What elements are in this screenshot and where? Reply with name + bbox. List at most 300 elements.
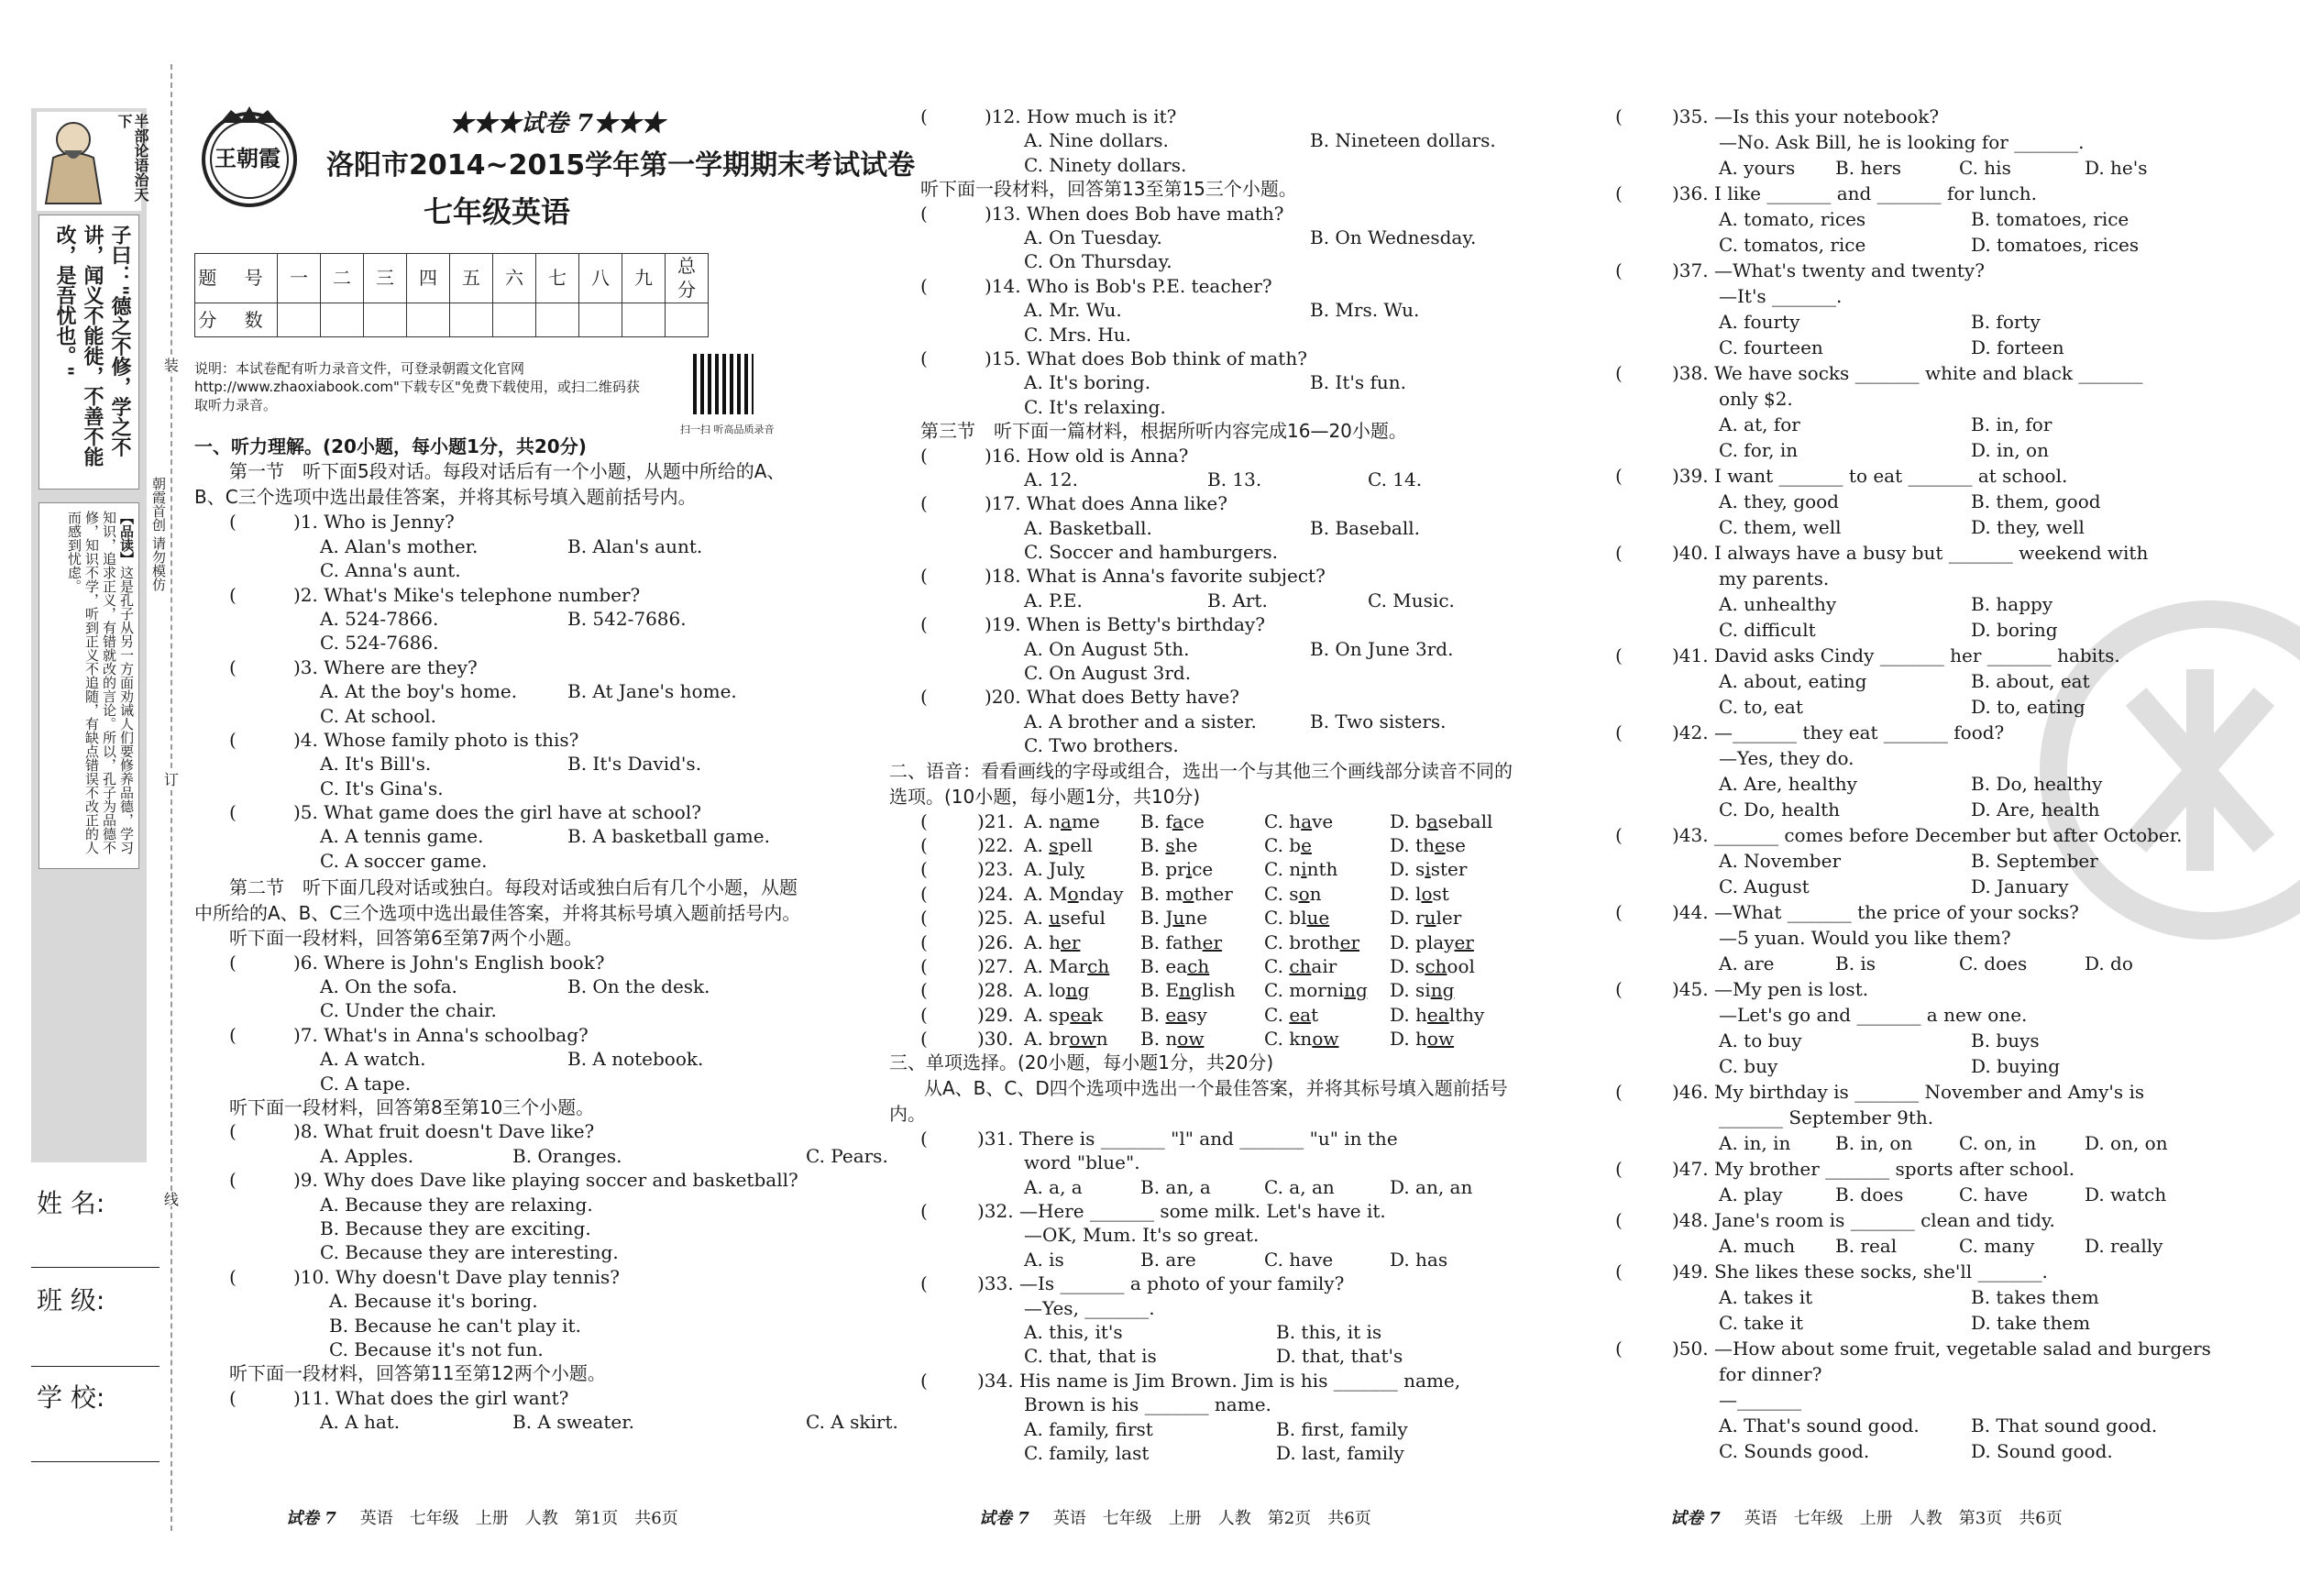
option-a[interactable] <box>1024 930 1080 954</box>
option-a[interactable]: A. P.E. <box>1024 589 1083 611</box>
qr-code[interactable] <box>693 354 754 414</box>
option-suffix: ce <box>1183 809 1205 832</box>
question-continuation <box>1615 130 2202 156</box>
option-a[interactable]: A. On the sofa. <box>320 975 457 998</box>
option-c[interactable]: C. Because they are interesting. <box>320 1241 619 1264</box>
option-b[interactable]: B. September <box>1971 850 2098 872</box>
answer-blank[interactable]: ( <box>920 833 928 856</box>
option-d[interactable]: D. buying <box>1971 1055 2061 1077</box>
option-prefix: B. ea <box>1140 954 1188 977</box>
option-b[interactable]: B. about, eat <box>1971 670 2090 692</box>
answer-blank[interactable]: ( <box>920 613 928 636</box>
option-prefix: B. f <box>1140 809 1172 832</box>
answer-blank[interactable]: ( <box>1615 105 1623 127</box>
option-d[interactable]: D. has <box>1390 1248 1448 1271</box>
option-prefix: B. <box>1140 1003 1166 1026</box>
option-c[interactable]: C. have <box>1264 1248 1334 1271</box>
answer-blank[interactable]: ( <box>1615 1337 1623 1359</box>
option-b[interactable]: B. A notebook. <box>567 1048 704 1071</box>
option-b[interactable]: B. tomatoes, rice <box>1971 208 2129 230</box>
option-c[interactable]: C. A soccer game. <box>320 849 488 872</box>
option-c[interactable]: C. It's relaxing. <box>1024 395 1166 418</box>
answer-blank[interactable]: ( <box>920 1127 928 1150</box>
option-b[interactable]: B. in, on <box>1835 1132 1913 1154</box>
option-d[interactable]: D. boring <box>1971 619 2058 641</box>
option-b[interactable] <box>1140 930 1222 954</box>
option-d[interactable]: D. watch <box>2085 1183 2167 1205</box>
options-row <box>194 607 809 631</box>
question-row <box>920 202 1507 226</box>
option-a[interactable]: A. to buy <box>1719 1029 1802 1051</box>
option-d[interactable]: D. on, on <box>2085 1132 2168 1154</box>
option-a[interactable] <box>1024 882 1124 906</box>
underlined-letters: ue <box>1306 907 1330 930</box>
option-a[interactable]: A. about, eating <box>1719 670 1867 692</box>
option-c[interactable]: C. Because it's not fun. <box>329 1337 544 1360</box>
option-a[interactable]: A. Basketball. <box>1024 516 1152 539</box>
answer-blank[interactable]: ( <box>229 1120 237 1143</box>
option-a[interactable]: A. are <box>1719 952 1775 974</box>
answer-blank[interactable]: ( <box>920 1028 928 1051</box>
option-a[interactable]: A. in, in <box>1719 1132 1791 1154</box>
option-c[interactable]: C. does <box>1959 952 2028 974</box>
option-b[interactable]: B. Because they are exciting. <box>320 1216 591 1239</box>
option-c[interactable]: C. Under the chair. <box>320 999 497 1022</box>
phonetics-row <box>920 882 1507 906</box>
answer-blank[interactable]: ( <box>920 809 928 832</box>
option-a[interactable]: A. Apples. <box>320 1144 414 1167</box>
option-c[interactable]: C. At school. <box>320 704 436 727</box>
option-b[interactable] <box>1140 1003 1207 1027</box>
option-d[interactable] <box>1390 882 1449 906</box>
option-c[interactable]: C. Mrs. Hu. <box>1024 323 1132 346</box>
option-c[interactable]: C. on, in <box>1959 1132 2037 1154</box>
option-a[interactable]: A. fourty <box>1719 311 1800 333</box>
question-text: )18. What is Anna's favorite subject? <box>985 565 1326 588</box>
option-c[interactable]: C. It's Gina's. <box>320 776 444 799</box>
option-c[interactable]: C. his <box>1959 157 2011 179</box>
option-b[interactable]: B. does <box>1835 1183 1904 1205</box>
question-text: —It's _______. <box>1719 285 1843 307</box>
option-c[interactable]: C. 14. <box>1368 468 1423 490</box>
question-continuation <box>1615 387 2202 413</box>
options-row <box>1615 490 2202 515</box>
option-d[interactable]: D. an, an <box>1390 1175 1473 1198</box>
option-c[interactable]: C. fourteen <box>1719 336 1823 358</box>
option-b[interactable] <box>1140 978 1236 1002</box>
option-c[interactable]: C. that, that is <box>1024 1345 1157 1368</box>
option-d[interactable] <box>1390 833 1466 857</box>
option-b[interactable]: B. first, family <box>1276 1417 1408 1440</box>
option-c[interactable]: C. Soccer and hamburgers. <box>1024 541 1279 564</box>
option-a[interactable]: A. Nine dollars. <box>1024 129 1169 152</box>
option-a[interactable]: A. A brother and a sister. <box>1024 710 1257 732</box>
option-c[interactable]: C. tomatos, rice <box>1719 234 1866 256</box>
score-cell[interactable] <box>493 303 536 336</box>
answer-blank[interactable]: ( <box>920 444 928 467</box>
option-d[interactable] <box>1390 1003 1484 1027</box>
option-c[interactable] <box>1264 833 1312 857</box>
phonetics-row <box>920 930 1507 954</box>
option-d[interactable] <box>1390 857 1467 881</box>
option-a[interactable]: A. Alan's mother. <box>320 534 479 557</box>
answer-blank[interactable]: ( <box>920 1369 928 1392</box>
question-group <box>920 202 1507 420</box>
option-d[interactable]: D. do <box>2085 952 2133 974</box>
option-suffix: seful <box>1061 907 1106 930</box>
underlined-letters: ch <box>1425 954 1447 977</box>
option-b[interactable]: B. Mrs. Wu. <box>1310 299 1420 322</box>
option-a[interactable] <box>1024 906 1106 930</box>
option-a[interactable]: A. It's boring. <box>1024 371 1151 394</box>
option-c[interactable]: C. a, an <box>1264 1175 1335 1198</box>
question-text: )1. Who is Jenny? <box>293 511 455 534</box>
option-a[interactable] <box>1024 954 1109 978</box>
question-continuation <box>1615 284 2202 310</box>
options-row <box>194 534 809 558</box>
answer-blank[interactable]: ( <box>229 511 237 534</box>
answer-blank[interactable]: ( <box>229 1386 237 1409</box>
answer-blank[interactable]: ( <box>1615 824 1623 846</box>
option-c[interactable]: C. take it <box>1719 1312 1804 1334</box>
option-b[interactable]: B. this, it is <box>1276 1321 1382 1344</box>
option-prefix: C. bl <box>1264 907 1307 930</box>
option-d[interactable] <box>1390 906 1461 930</box>
option-b[interactable]: B. Because he can't play it. <box>329 1314 581 1337</box>
question-text: —Yes, they do. <box>1719 747 1854 769</box>
option-a[interactable] <box>1024 1027 1108 1051</box>
option-b[interactable]: B. in, for <box>1971 413 2052 435</box>
question-group <box>194 1119 888 1361</box>
option-d[interactable]: D. he's <box>2085 157 2148 179</box>
option-c[interactable]: C. Ninety dollars. <box>1024 153 1187 176</box>
option-d[interactable] <box>1390 930 1474 954</box>
option-c[interactable]: C. them, well <box>1719 516 1842 538</box>
answer-blank[interactable]: ( <box>229 583 237 606</box>
option-b[interactable]: B. happy <box>1971 593 2053 615</box>
option-a[interactable]: A. 524-7866. <box>320 607 439 630</box>
option-c[interactable]: C. have <box>1959 1183 2029 1205</box>
option-c[interactable]: C. difficult <box>1719 619 1816 641</box>
material-intro: 第三节 听下面一篇材料，根据所听内容完成16—20小题。 <box>920 420 1407 443</box>
score-cell[interactable] <box>536 303 579 336</box>
option-c[interactable]: C. Two brothers. <box>1024 734 1179 757</box>
option-a[interactable]: A. play <box>1719 1183 1783 1205</box>
score-cell[interactable] <box>622 303 666 336</box>
option-b[interactable]: B. A basketball game. <box>567 825 770 848</box>
question-group <box>920 1127 1507 1465</box>
option-c[interactable]: C. A tape. <box>320 1072 412 1095</box>
option-suffix: ne <box>1184 907 1208 930</box>
option-c[interactable]: C. Pears. <box>806 1144 888 1167</box>
answer-blank[interactable]: ( <box>920 930 928 953</box>
answer-blank[interactable]: ( <box>920 202 928 225</box>
option-c[interactable] <box>1264 857 1337 881</box>
option-b[interactable]: B. forty <box>1971 311 2041 333</box>
option-b[interactable]: B. 13. <box>1207 468 1262 490</box>
option-a[interactable]: A. A watch. <box>320 1048 426 1071</box>
option-b[interactable]: B. hers <box>1835 157 1901 179</box>
answer-blank[interactable]: ( <box>1615 721 1623 743</box>
answer-blank[interactable]: ( <box>920 882 928 905</box>
answer-blank[interactable]: ( <box>1615 542 1623 564</box>
question-text: )6. Where is John's English book? <box>293 951 605 974</box>
answer-blank[interactable]: ( <box>229 728 237 751</box>
option-a[interactable]: A. they, good <box>1719 490 1839 512</box>
option-a[interactable]: A. tomato, rices <box>1719 208 1866 230</box>
underlined-letters: ch <box>1289 954 1312 977</box>
answer-blank[interactable]: ( <box>229 1169 237 1192</box>
answer-blank[interactable]: ( <box>920 858 928 881</box>
score-header-cell: 二 <box>321 254 364 303</box>
option-b[interactable]: B. real <box>1835 1235 1898 1257</box>
option-suffix: se <box>1445 833 1466 856</box>
answer-blank[interactable]: ( <box>920 274 928 297</box>
answer-blank[interactable]: ( <box>229 951 237 974</box>
option-b[interactable]: B. is <box>1835 952 1876 974</box>
option-d[interactable] <box>1390 1027 1454 1051</box>
option-d[interactable]: D. tomatoes, rices <box>1971 234 2140 256</box>
option-a[interactable]: A. takes it <box>1719 1286 1813 1308</box>
answer-blank[interactable]: ( <box>920 565 928 588</box>
option-a[interactable]: A. is <box>1024 1248 1064 1271</box>
options-row <box>920 249 1507 273</box>
option-b[interactable]: B. On the desk. <box>567 975 710 998</box>
question-text: my parents. <box>1719 567 1830 589</box>
option-a[interactable]: A. family, first <box>1024 1417 1153 1440</box>
answer-blank[interactable]: ( <box>920 979 928 1002</box>
answer-blank[interactable]: ( <box>920 686 928 709</box>
option-a[interactable]: A. Because they are relaxing. <box>320 1193 593 1216</box>
option-c[interactable]: C. family, last <box>1024 1441 1150 1464</box>
option-d[interactable]: D. forteen <box>1971 336 2064 358</box>
answer-blank[interactable]: ( <box>1615 362 1623 384</box>
option-a[interactable] <box>1024 809 1100 833</box>
option-b[interactable] <box>1140 1027 1204 1051</box>
question-text: )46. My birthday is _______ November and Amy's is <box>1672 1081 2145 1103</box>
option-c[interactable] <box>1264 978 1368 1002</box>
option-a[interactable] <box>1024 1003 1103 1027</box>
option-c[interactable]: C. A skirt. <box>806 1411 898 1434</box>
answer-blank[interactable]: ( <box>1615 978 1623 1000</box>
option-c[interactable]: C. Music. <box>1368 589 1455 611</box>
option-b[interactable]: B. It's fun. <box>1310 371 1406 394</box>
option-b[interactable]: B. On June 3rd. <box>1310 637 1454 660</box>
option-a[interactable]: A. At the boy's home. <box>320 680 518 703</box>
options-row <box>920 128 1507 152</box>
option-a[interactable] <box>1024 833 1093 857</box>
answer-blank[interactable]: ( <box>1615 1158 1623 1180</box>
answer-blank[interactable]: ( <box>920 347 928 369</box>
option-c[interactable]: C. for, in <box>1719 439 1799 461</box>
option-b[interactable]: B. them, good <box>1971 490 2101 512</box>
answer-blank[interactable]: ( <box>1615 1081 1623 1103</box>
option-suffix: pell <box>1058 833 1093 856</box>
option-c[interactable] <box>1264 882 1322 906</box>
option-b[interactable]: B. Art. <box>1207 589 1268 611</box>
option-b[interactable]: B. Alan's aunt. <box>567 534 703 557</box>
option-c[interactable] <box>1264 809 1333 833</box>
option-c[interactable] <box>1264 954 1337 978</box>
option-b[interactable]: B. buys <box>1971 1029 2040 1051</box>
answer-blank[interactable]: ( <box>1615 259 1623 281</box>
underlined-letters: ng <box>1179 979 1203 1002</box>
options-row <box>194 631 809 655</box>
exam-title: 洛阳市2014~2015学年第一学期期末考试试卷 <box>326 149 916 182</box>
option-b[interactable] <box>1140 882 1233 906</box>
score-cell[interactable] <box>579 303 622 336</box>
option-d[interactable] <box>1390 809 1492 833</box>
answer-blank[interactable]: ( <box>229 801 237 824</box>
option-b[interactable]: B. 542-7686. <box>567 607 687 630</box>
option-a[interactable]: A. It's Bill's. <box>320 753 432 776</box>
name-field[interactable] <box>31 1267 160 1268</box>
option-a[interactable]: A. That's sound good. <box>1719 1414 1920 1436</box>
question-row <box>920 1127 1507 1150</box>
option-c[interactable]: C. On Thursday. <box>1024 250 1172 273</box>
option-d[interactable]: D. last, family <box>1276 1441 1404 1464</box>
score-cell[interactable] <box>278 303 321 336</box>
option-a[interactable]: A. Because it's boring. <box>329 1290 538 1313</box>
option-b[interactable]: B. At Jane's home. <box>567 680 737 703</box>
question-continuation <box>1615 1106 2202 1131</box>
options-row <box>1615 1183 2202 1208</box>
material-intro: 听下面一段材料，回答第11至第12两个小题。 <box>229 1362 606 1385</box>
option-b[interactable] <box>1140 809 1205 833</box>
option-b[interactable]: B. are <box>1140 1248 1196 1271</box>
answer-blank[interactable]: ( <box>1615 1209 1623 1231</box>
option-d[interactable]: D. they, well <box>1971 516 2085 538</box>
option-b[interactable] <box>1140 954 1209 978</box>
option-c[interactable]: C. On August 3rd. <box>1024 662 1192 685</box>
option-a[interactable]: A. Are, healthy <box>1719 773 1857 795</box>
option-a[interactable]: A. a, a <box>1024 1175 1083 1198</box>
option-b[interactable]: B. an, a <box>1140 1175 1211 1198</box>
option-suffix: st <box>1432 882 1449 905</box>
option-d[interactable]: D. take them <box>1971 1312 2091 1334</box>
score-cell[interactable] <box>407 303 450 336</box>
option-b[interactable] <box>1140 857 1213 881</box>
option-a[interactable]: A. A hat. <box>320 1411 401 1434</box>
question-text: )20. What does Betty have? <box>985 686 1239 709</box>
option-a[interactable]: A. Mr. Wu. <box>1024 299 1122 322</box>
option-b[interactable] <box>1140 906 1207 930</box>
answer-blank[interactable]: ( <box>1615 1260 1623 1282</box>
option-b[interactable]: B. That sound good. <box>1971 1414 2158 1436</box>
option-b[interactable]: B. On Wednesday. <box>1310 226 1477 248</box>
school-field[interactable] <box>31 1461 160 1462</box>
option-c[interactable]: C. many <box>1959 1235 2035 1257</box>
answer-blank[interactable]: ( <box>1615 182 1623 204</box>
question-text: )50. —How about some fruit, vegetable salad and burgers <box>1672 1337 2211 1359</box>
option-c[interactable] <box>1264 1003 1318 1027</box>
option-c[interactable]: C. August <box>1719 875 1810 897</box>
option-b[interactable]: B. A sweater. <box>512 1411 634 1434</box>
option-b[interactable]: B. Do, healthy <box>1971 773 2103 795</box>
class-field[interactable] <box>31 1366 160 1367</box>
underlined-letters: ng <box>1430 979 1455 1002</box>
option-a[interactable]: A. On Tuesday. <box>1024 226 1162 248</box>
option-c[interactable] <box>1264 930 1359 954</box>
answer-blank[interactable]: ( <box>1615 901 1623 923</box>
option-a[interactable]: A. yours <box>1719 157 1796 179</box>
answer-blank[interactable]: ( <box>1615 465 1623 487</box>
option-b[interactable]: B. Oranges. <box>512 1144 622 1167</box>
answer-blank[interactable]: ( <box>1615 644 1623 666</box>
option-a[interactable]: A. A tennis game. <box>320 825 484 848</box>
question-row <box>920 105 1507 128</box>
option-c[interactable] <box>1264 906 1329 930</box>
option-a[interactable]: A. 12. <box>1024 468 1078 490</box>
option-d[interactable] <box>1390 978 1454 1002</box>
option-c[interactable]: C. Do, health <box>1719 798 1841 820</box>
option-b[interactable]: B. Baseball. <box>1310 516 1421 539</box>
option-d[interactable]: D. in, on <box>1971 439 2049 461</box>
answer-blank[interactable]: ( <box>920 1003 928 1026</box>
options-row <box>920 153 1507 177</box>
score-cell[interactable] <box>364 303 407 336</box>
score-cell[interactable] <box>666 303 709 336</box>
option-b[interactable]: B. Nineteen dollars. <box>1310 129 1496 152</box>
answer-blank[interactable]: ( <box>920 105 928 127</box>
answer-blank[interactable]: ( <box>920 492 928 515</box>
option-c[interactable]: C. Anna's aunt. <box>320 559 461 582</box>
option-d[interactable]: D. really <box>2085 1235 2163 1257</box>
answer-blank[interactable]: ( <box>920 907 928 930</box>
option-a[interactable] <box>1024 857 1084 881</box>
option-c[interactable]: C. Sounds good. <box>1719 1440 1870 1462</box>
option-a[interactable]: A. November <box>1719 850 1841 872</box>
option-a[interactable]: A. much <box>1719 1235 1796 1257</box>
option-a[interactable]: A. unhealthy <box>1719 593 1837 615</box>
answer-blank[interactable]: ( <box>920 954 928 977</box>
answer-blank[interactable]: ( <box>229 1265 237 1288</box>
option-c[interactable] <box>1264 1027 1338 1051</box>
option-b[interactable]: B. Two sisters. <box>1310 710 1447 732</box>
option-d[interactable]: D. that, that's <box>1276 1345 1403 1368</box>
score-cell[interactable] <box>450 303 493 336</box>
option-c[interactable]: C. to, eat <box>1719 696 1803 718</box>
option-d[interactable]: D. to, eating <box>1971 696 2085 718</box>
option-d[interactable]: D. Sound good. <box>1971 1440 2113 1462</box>
answer-blank[interactable]: ( <box>920 1272 928 1295</box>
option-a[interactable] <box>1024 978 1089 1002</box>
option-a[interactable]: A. at, for <box>1719 413 1800 435</box>
option-d[interactable]: D. January <box>1971 875 2069 897</box>
option-a[interactable]: A. this, it's <box>1024 1321 1123 1344</box>
option-c[interactable]: C. 524-7686. <box>320 632 439 655</box>
answer-blank[interactable]: ( <box>229 1023 237 1046</box>
answer-blank[interactable]: ( <box>229 655 237 678</box>
underlined-letters: ea <box>1070 1003 1092 1026</box>
options-row <box>920 540 1507 564</box>
score-value-row <box>195 303 709 336</box>
option-a[interactable]: A. On August 5th. <box>1024 637 1190 660</box>
answer-blank[interactable]: ( <box>920 1200 928 1223</box>
option-b[interactable] <box>1140 833 1197 857</box>
score-header-cell: 八 <box>579 254 622 303</box>
score-cell[interactable] <box>321 303 364 336</box>
option-b[interactable]: B. takes them <box>1971 1286 2099 1308</box>
option-d[interactable]: D. Are, health <box>1971 798 2100 820</box>
underlined-letters: o <box>1421 882 1433 905</box>
option-c[interactable]: C. buy <box>1719 1055 1778 1077</box>
question-row <box>920 347 1507 370</box>
options-row <box>1615 310 2202 336</box>
option-b[interactable]: B. It's David's. <box>567 753 702 776</box>
option-d[interactable] <box>1390 954 1475 978</box>
question-text: )3. Where are they? <box>293 655 478 678</box>
